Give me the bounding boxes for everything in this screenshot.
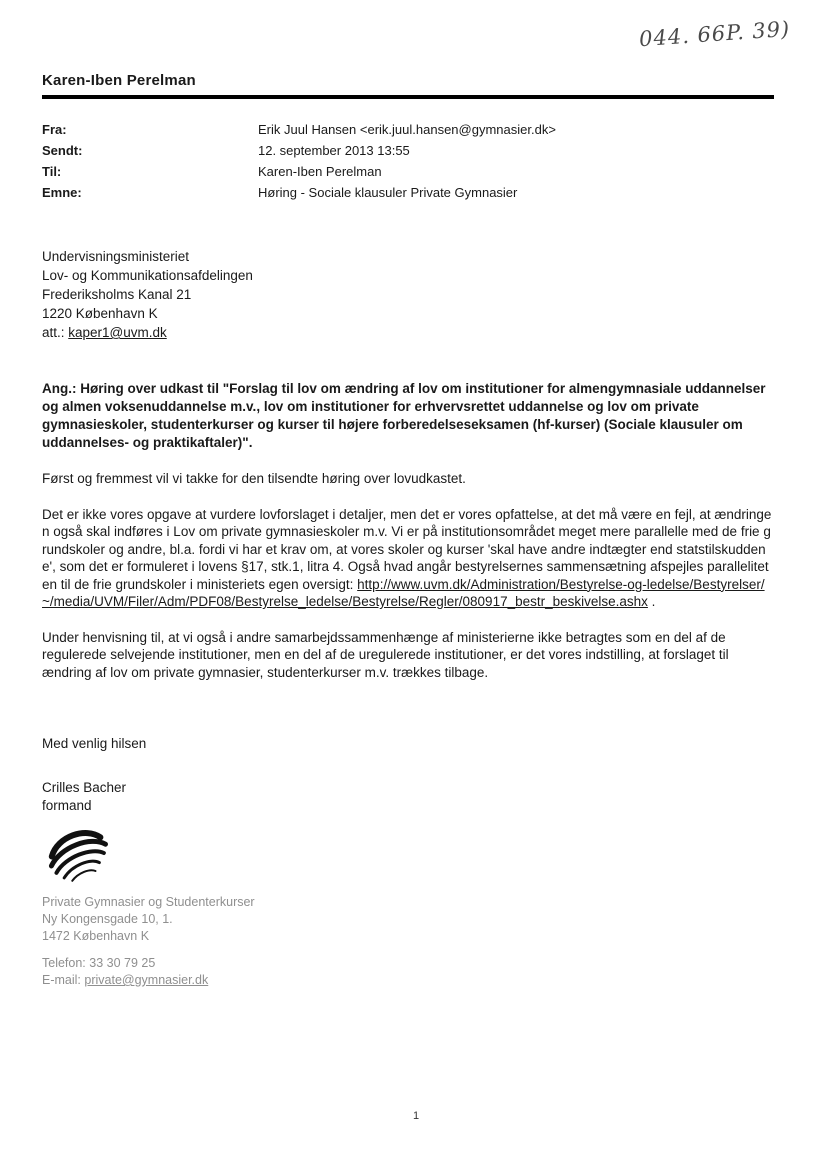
signer-name: Crilles Bacher <box>42 780 127 795</box>
signer-title: formand <box>42 798 92 813</box>
sender-address2: 1472 København K <box>42 929 150 943</box>
page-header-name: Karen-Iben Perelman <box>42 72 774 99</box>
sender-org: Private Gymnasier og Studenterkurser <box>42 895 255 909</box>
closing-line: Med venlig hilsen <box>42 736 147 751</box>
handwritten-annotation: 044. 66P. 39) <box>638 16 791 52</box>
company-logo-icon <box>44 825 114 885</box>
recipient-line: 1220 København K <box>42 306 158 321</box>
subject-label: Emne: <box>42 185 82 200</box>
recipient-line: Lov- og Kommunikationsafdelingen <box>42 268 253 283</box>
sender-email-line <box>42 972 774 989</box>
paragraph-2-text: Det er ikke vores opgave at vurdere lovforslaget i detaljer, men det er vores opfattelse, at det må være en fejl, at ændringen også skal indføres i Lov om private gymnasieskoler m.v. Vi er på institutionsområdet meget mere parallelle med de frie grundskoler og andre, bl.a. fordi vi har et krav om, at vores skoler og kurser 'skal have andre indtægter end statstilskuddene', som det er formuleret i lovens §17, stk.1, litra 4. Også hvad angår bestyrelsernes sammensætning afspejles paralleliteten til de frie grundskoler i ministeriets egen oversigt: <box>42 506 772 592</box>
email-field-subject <box>42 182 774 203</box>
att-label: att.: <box>42 325 69 340</box>
sender-address1: Ny Kongensgade 10, 1. <box>42 912 173 926</box>
paragraph-2 <box>42 506 774 611</box>
email-field-to <box>42 161 774 182</box>
sender-phone: Telefon: 33 30 79 25 <box>42 956 156 970</box>
recipient-line: Undervisningsministeriet <box>42 249 190 264</box>
letter-subject: Ang.: Høring over udkast til "Forslag til lov om ændring af lov om institutioner for almengymnasiale uddannelser og almen voksenuddannelse m.v., lov om institutioner for erhvervsrettet uddannelse og lov om private gymnasieskoler, studenterkurser og kurser til højere forberedelseseksamen (hf-kurser) (Sociale klausuler om uddannelses- og praktikaftaler)". <box>42 381 766 450</box>
subject-value: Høring - Sociale klausuler Private Gymnasier <box>258 185 518 200</box>
email-field-from <box>42 119 774 140</box>
uvm-url-link[interactable]: http://www.uvm.dk/Administration/Bestyrelse-og-ledelse/Bestyrelser/~/media/UVM/Filer/Adm/PDF08/Bestyrelse_ledelse/Bestyrelse/Regler/080917_bestr_beskivelse.ashx <box>42 576 765 609</box>
sent-value: 12. september 2013 13:55 <box>258 143 410 158</box>
page-number: 1 <box>412 1110 420 1122</box>
email-field-sent <box>42 140 774 161</box>
recipient-address-block <box>42 247 774 342</box>
att-email-link[interactable]: kaper1@uvm.dk <box>68 325 167 340</box>
paragraph-1: Først og fremmest vil vi takke for den tilsendte høring over lovudkastet. <box>42 471 466 486</box>
recipient-att-line <box>42 323 774 342</box>
sender-email-link[interactable]: private@gymnasier.dk <box>84 973 209 987</box>
from-value: Erik Juul Hansen <erik.juul.hansen@gymnasier.dk> <box>258 122 556 137</box>
sent-label: Sendt: <box>42 143 83 158</box>
to-value: Karen-Iben Perelman <box>258 164 382 179</box>
to-label: Til: <box>42 164 62 179</box>
email-header-fields <box>42 119 774 203</box>
recipient-line: Frederiksholms Kanal 21 <box>42 287 192 302</box>
paragraph-2-suffix: . <box>647 594 656 609</box>
paragraph-3: Under henvisning til, at vi også i andre samarbejdssammenhænge af ministerierne ikke betragtes som en del af de regulerede selvejende institutioner, men en del af de uregulerede institutioner, er det vores indstilling, at forslaget til ændring af lov om private gymnasier, studenterkurser m.v. trækkes tilbage. <box>42 629 729 680</box>
sender-contact-block <box>42 894 774 989</box>
sender-email-label: E-mail: <box>42 973 85 987</box>
from-label: Fra: <box>42 122 67 137</box>
signature-block <box>42 779 774 815</box>
